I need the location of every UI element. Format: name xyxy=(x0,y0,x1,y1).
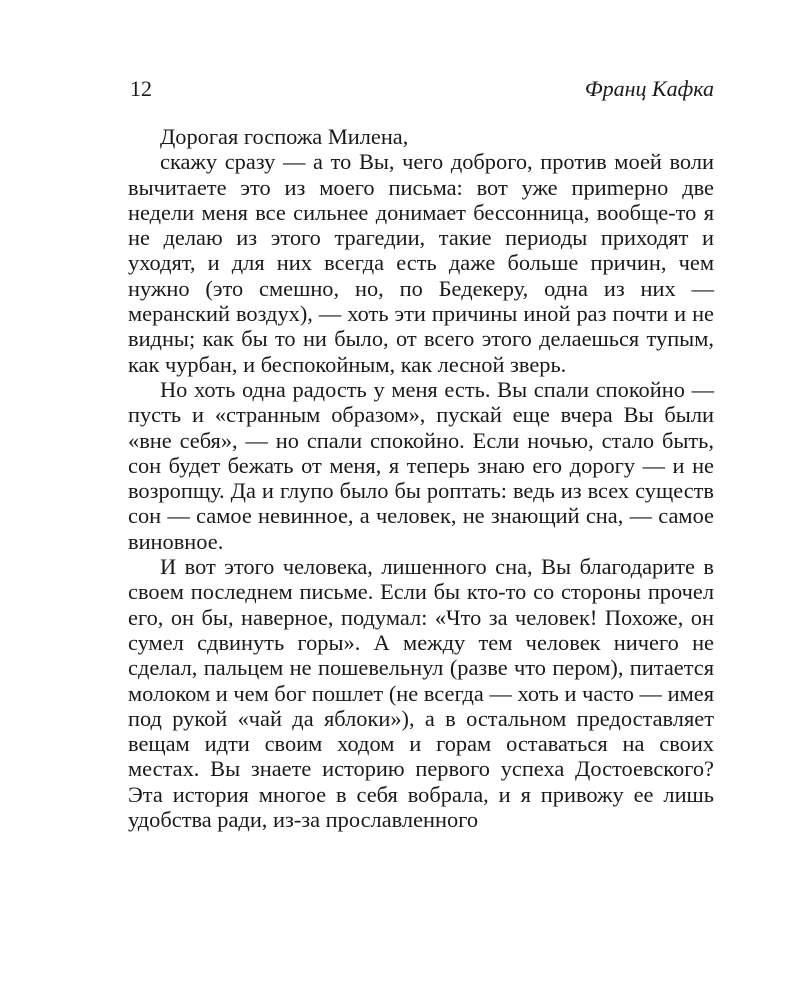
running-title: Франц Кафка xyxy=(584,76,714,101)
running-head xyxy=(128,74,714,104)
letter-body xyxy=(128,124,714,832)
paragraph-sleep: Но хоть одна радость у меня есть. Вы спали спокойно — пусть и «странным образом», пускай еще вчера Вы были «вне себя», — но спали спокойно. Если ночью, стало быть, сон будет бежать от меня, я теперь знаю его дорогу — и не возропщу. Да и глупо было бы роптать: ведь из всех существ сон — самое невинное, а человек, не знающий сна, — самое виновное. xyxy=(128,376,714,554)
paragraph-gratitude: И вот этого человека, лишенного сна, Вы благодарите в своем последнем письме. Если бы кто-то со стороны прочел его, он бы, наверное, подумал: «Что за человек! Похоже, он сумел сдвинуть горы». А между тем человек ничего не сделал, пальцем не пошевельнул (разве что пером), питается молоком и чем бог пошлет (не всегда — хоть и часто — имея под рукой «чай да яблоки»), а в остальном предоставляет вещам идти своим ходом и горам оставаться на своих местах. Вы знаете историю первого успеха Достоевского? Эта история многое в себя вобрала, и я привожу ее лишь удобства ради, из-за прославленного xyxy=(128,554,714,833)
page-number: 12 xyxy=(130,76,152,101)
book-page xyxy=(128,0,714,1000)
letter-salutation: Дорогая госпожа Милена, xyxy=(160,124,409,149)
paragraph-insomnia: скажу сразу — а то Вы, чего доброго, против моей воли вычитаете это из моего письма: вот уже приmерно две недели меня все сильнее донимает бессонница, вообще-то я не делаю из этого трагедии, такие периоды приходят и уходят, и для них всегда есть даже больше причин, чем нужно (это смешно, но, по Бедекеру, одна из них — меранский воздух), — хоть эти причины иной раз почти и не видны; как бы то ни было, от всего этого делаешься тупым, как чурбан, и беспокойным, как лесной зверь. xyxy=(128,149,714,377)
